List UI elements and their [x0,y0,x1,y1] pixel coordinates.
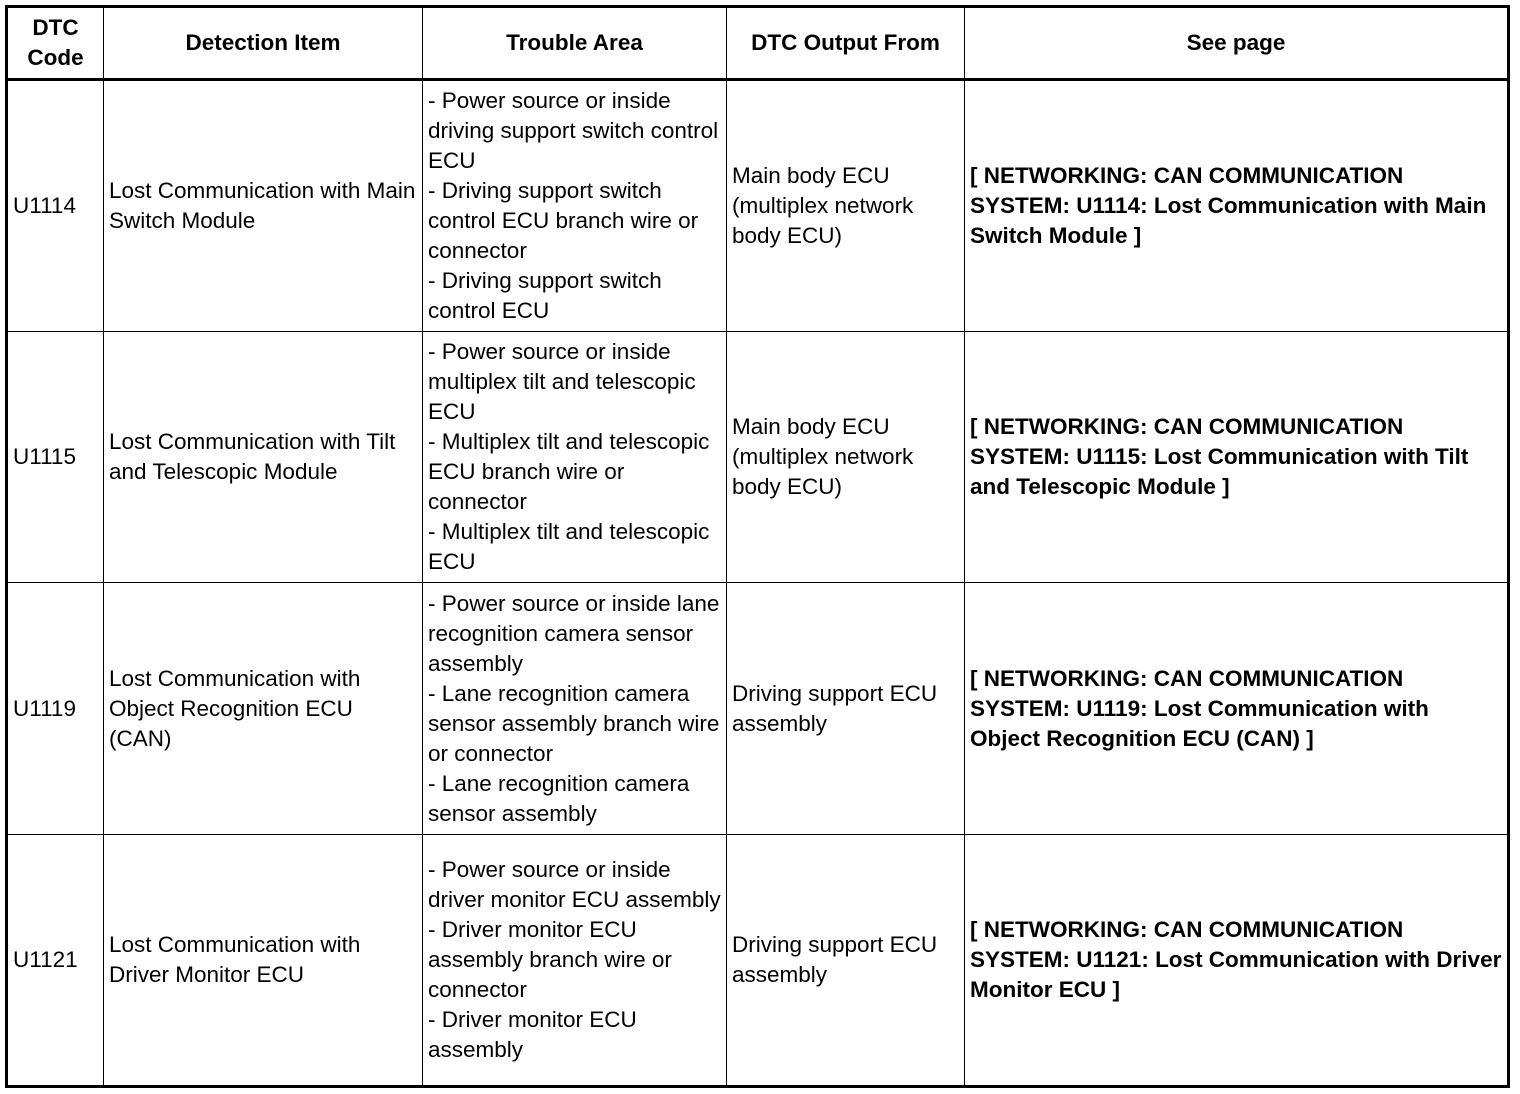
trouble-area-line: - Lane recognition camera sensor assembly branch wire or connector [428,680,720,766]
trouble-area-line: - Multiplex tilt and telescopic ECU branch wire or connector [428,429,710,515]
dtc-output-cell: Main body ECU (multiplex network body ECU) [727,332,965,583]
table-row [7,834,1509,1086]
dtc-code-cell: U1114 [7,80,104,332]
trouble-area-line: - Driving support switch control ECU [428,268,662,324]
trouble-area-cell [423,834,727,1086]
trouble-area-line: - Power source or inside driver monitor ECU assembly [428,856,721,912]
trouble-area-cell [423,80,727,332]
trouble-area-line: - Lane recognition camera sensor assembly [428,770,690,826]
dtc-code-cell: U1119 [7,583,104,834]
detection-item-cell: Lost Communication with Object Recognition ECU (CAN) [104,583,423,834]
header-dtc-code [7,7,104,80]
trouble-area-line: - Multiplex tilt and telescopic ECU [428,519,710,575]
dtc-output-cell: Driving support ECU assembly [727,834,965,1086]
trouble-area-line: - Power source or inside lane recognition camera sensor assembly [428,590,720,676]
header-trouble-area: Trouble Area [423,7,727,80]
see-page-link[interactable]: [ NETWORKING: CAN COMMUNICATION SYSTEM: U1119: Lost Communication with Object Recognition ECU (CAN) ] [965,583,1509,834]
table-row [7,332,1509,583]
see-page-link[interactable]: [ NETWORKING: CAN COMMUNICATION SYSTEM: U1115: Lost Communication with Tilt and Telescopic Module ] [965,332,1509,583]
table-row [7,80,1509,332]
trouble-area-cell [423,583,727,834]
detection-item-cell: Lost Communication with Driver Monitor ECU [104,834,423,1086]
trouble-area-cell [423,332,727,583]
detection-item-cell: Lost Communication with Main Switch Module [104,80,423,332]
header-row [7,7,1509,80]
detection-item-cell: Lost Communication with Tilt and Telescopic Module [104,332,423,583]
dtc-output-cell: Driving support ECU assembly [727,583,965,834]
header-dtc-code-line1: DTC [32,15,79,40]
header-see-page: See page [965,7,1509,80]
see-page-link[interactable]: [ NETWORKING: CAN COMMUNICATION SYSTEM: U1114: Lost Communication with Main Switch Module ] [965,80,1509,332]
see-page-link[interactable]: [ NETWORKING: CAN COMMUNICATION SYSTEM: U1121: Lost Communication with Driver Monitor ECU ] [965,834,1509,1086]
trouble-area-line: - Driver monitor ECU assembly branch wire or connector [428,916,672,1002]
dtc-output-cell: Main body ECU (multiplex network body ECU) [727,80,965,332]
header-detection-item: Detection Item [104,7,423,80]
trouble-area-line: - Driver monitor ECU assembly [428,1006,637,1062]
dtc-code-cell: U1115 [7,332,104,583]
dtc-table [5,5,1510,1088]
dtc-code-cell: U1121 [7,834,104,1086]
trouble-area-line: - Power source or inside driving support switch control ECU [428,88,719,174]
trouble-area-line: - Power source or inside multiplex tilt and telescopic ECU [428,339,696,425]
header-dtc-output-from: DTC Output From [727,7,965,80]
trouble-area-line: - Driving support switch control ECU branch wire or connector [428,178,699,264]
header-dtc-code-line2: Code [27,45,84,70]
table-row [7,583,1509,834]
